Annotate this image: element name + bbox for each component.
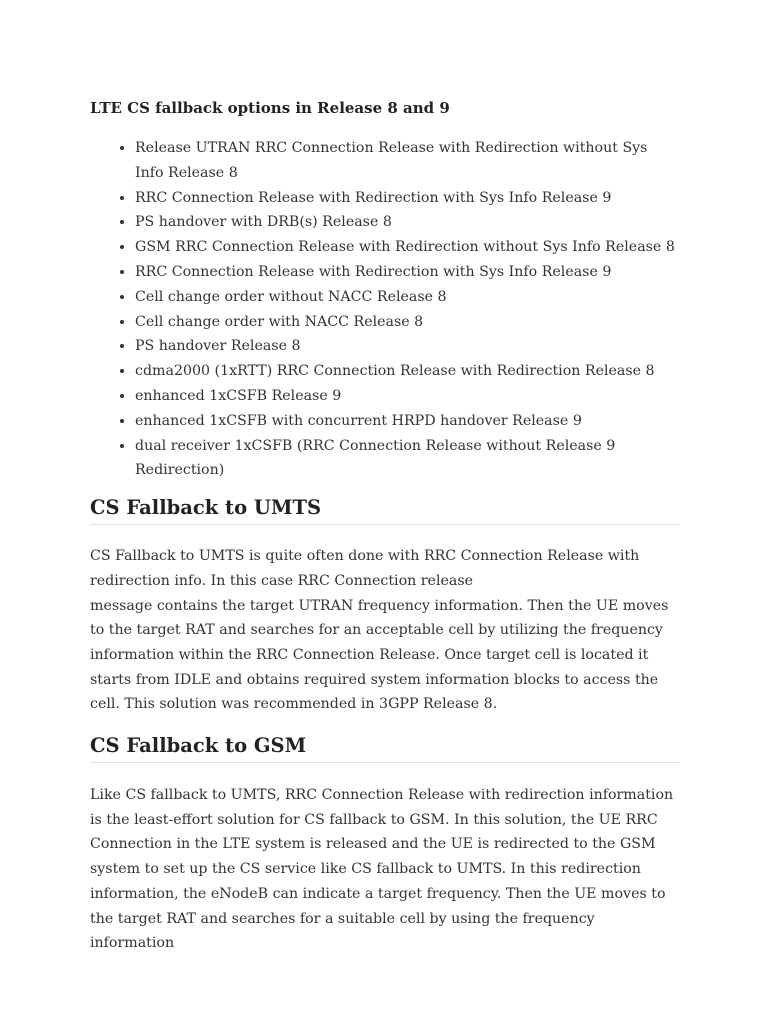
list-item: • enhanced 1xCSFB Release 9 xyxy=(135,384,680,409)
list-item: • RRC Connection Release with Redirection with Sys Info Release 9 xyxy=(135,260,680,285)
list-item: • PS handover Release 8 xyxy=(135,334,680,359)
list-item: • Cell change order with NACC Release 8 xyxy=(135,310,680,335)
gsm-section-body: Like CS fallback to UMTS, RRC Connection Release with redirection information is the least-effort solution for CS fallback to GSM. In this solution, the UE RRC Connection in the LTE system is released and the UE is redirected to the GSM system to set up the CS service like CS fallback to UMTS. In this redirection information, the eNodeB can indicate a target frequency. Then the UE moves to the target RAT and searches for a suitable cell by using the frequency information xyxy=(90,787,674,952)
list-item: • cdma2000 (1xRTT) RRC Connection Release with Redirection Release 8 xyxy=(135,359,680,384)
list-item: • GSM RRC Connection Release with Redirection without Sys Info Release 8 xyxy=(135,235,680,260)
list-item: • Release UTRAN RRC Connection Release with Redirection without Sys Info Release 8 xyxy=(135,136,680,186)
list-item: • dual receiver 1xCSFB (RRC Connection Release without Release 9 Redirection) xyxy=(135,434,680,484)
intro-heading: LTE CS fallback options in Release 8 and 9 xyxy=(90,99,450,117)
list-item: • PS handover with DRB(s) Release 8 xyxy=(135,210,680,235)
list-item: • enhanced 1xCSFB with concurrent HRPD handover Release 9 xyxy=(135,409,680,434)
umts-body-line-2: message contains the target UTRAN frequency information. Then the UE moves to the target RAT and searches for an acceptable cell by utilizing the frequency information within the RRC Connection Release. Once target cell is located it starts from IDLE and obtains required system information blocks to access the cell. This solution was recommended in 3GPP Release 8. xyxy=(90,597,669,713)
fallback-options-list xyxy=(90,136,680,483)
list-item: • RRC Connection Release with Redirection with Sys Info Release 9 xyxy=(135,186,680,211)
article-content xyxy=(90,96,680,956)
list-item: • Cell change order without NACC Release 8 xyxy=(135,285,680,310)
umts-section-body xyxy=(90,544,680,717)
gsm-section-title: CS Fallback to GSM xyxy=(90,733,680,763)
umts-body-line-1: CS Fallback to UMTS is quite often done with RRC Connection Release with redirection info. In this case RRC Connection release xyxy=(90,548,640,589)
umts-section-title: CS Fallback to UMTS xyxy=(90,495,680,525)
